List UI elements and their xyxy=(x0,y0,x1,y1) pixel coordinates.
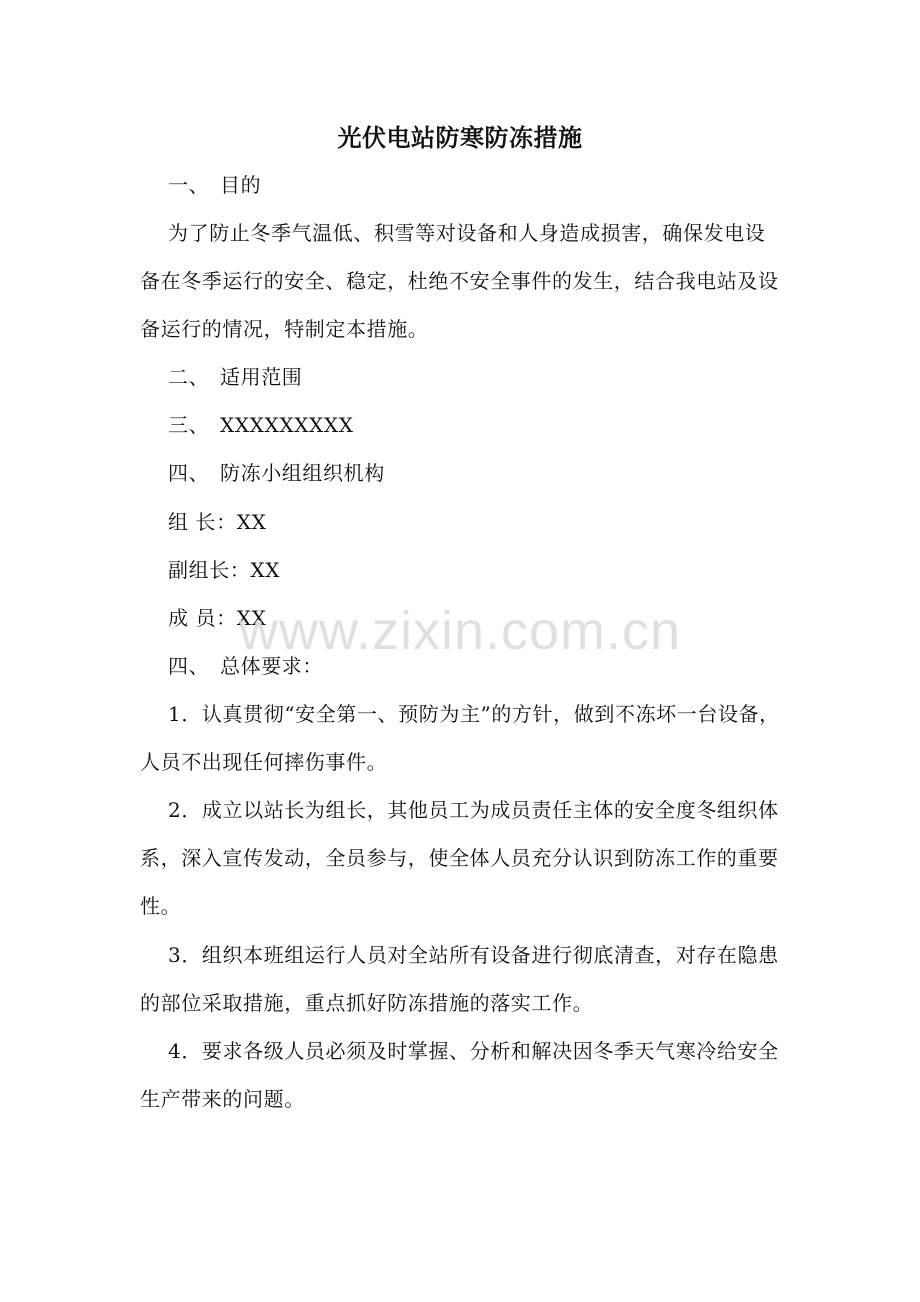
section-number: 四、 xyxy=(168,461,210,485)
section-heading-purpose xyxy=(168,170,261,200)
section-title: 防冻小组组织机构 xyxy=(220,461,385,485)
section-number: 一、 xyxy=(168,173,210,197)
section-number: 三、 xyxy=(168,413,210,437)
document-title: 光伏电站防寒防冻措施 xyxy=(337,123,583,152)
member-leader: 组 长：XX xyxy=(168,510,267,534)
section-heading-scope xyxy=(168,362,302,392)
section-heading-organization xyxy=(168,458,385,488)
section-number: 四、 xyxy=(168,654,210,678)
requirement-4-line: 生产带来的问题。 xyxy=(140,1087,305,1111)
requirement-2-line: 性。 xyxy=(140,894,182,918)
requirement-1-line: 人员不出现任何摔伤事件。 xyxy=(140,750,388,774)
requirement-1-line: 1．认真贯彻“安全第一、预防为主”的方针，做到不冻坏一台设备， xyxy=(168,702,780,726)
section-heading-requirements xyxy=(168,651,323,681)
section-title: XXXXXXXXX xyxy=(220,413,354,437)
section-title: 适用范围 xyxy=(220,365,303,389)
paragraph-line: 为了防止冬季气温低、积雪等对设备和人身造成损害，确保发电设 xyxy=(168,221,766,245)
requirement-3-line: 3．组织本班组运行人员对全站所有设备进行彻底清查，对存在隐患 xyxy=(168,943,779,967)
requirement-4-line: 4．要求各级人员必须及时掌握、分析和解决因冬季天气寒冷给安全 xyxy=(168,1039,779,1063)
requirement-2-line: 2．成立以站长为组长，其他员工为成员责任主体的安全度冬组织体 xyxy=(168,798,779,822)
section-heading-placeholder xyxy=(168,410,354,440)
section-title: 总体要求： xyxy=(220,654,323,678)
paragraph-line: 备运行的情况，特制定本措施。 xyxy=(140,317,429,341)
section-title: 目的 xyxy=(220,173,262,197)
section-number: 二、 xyxy=(168,365,210,389)
member-deputy-leader: 副组长：XX xyxy=(168,558,281,582)
watermark: www.zixin.com.cn xyxy=(238,601,682,661)
member-members: 成 员：XX xyxy=(168,606,267,630)
requirement-3-line: 的部位采取措施，重点抓好防冻措施的落实工作。 xyxy=(140,991,594,1015)
paragraph-line: 备在冬季运行的安全、稳定，杜绝不安全事件的发生，结合我电站及设 xyxy=(140,269,779,293)
requirement-2-line: 系，深入宣传发动，全员参与，使全体人员充分认识到防冻工作的重要 xyxy=(140,846,779,870)
